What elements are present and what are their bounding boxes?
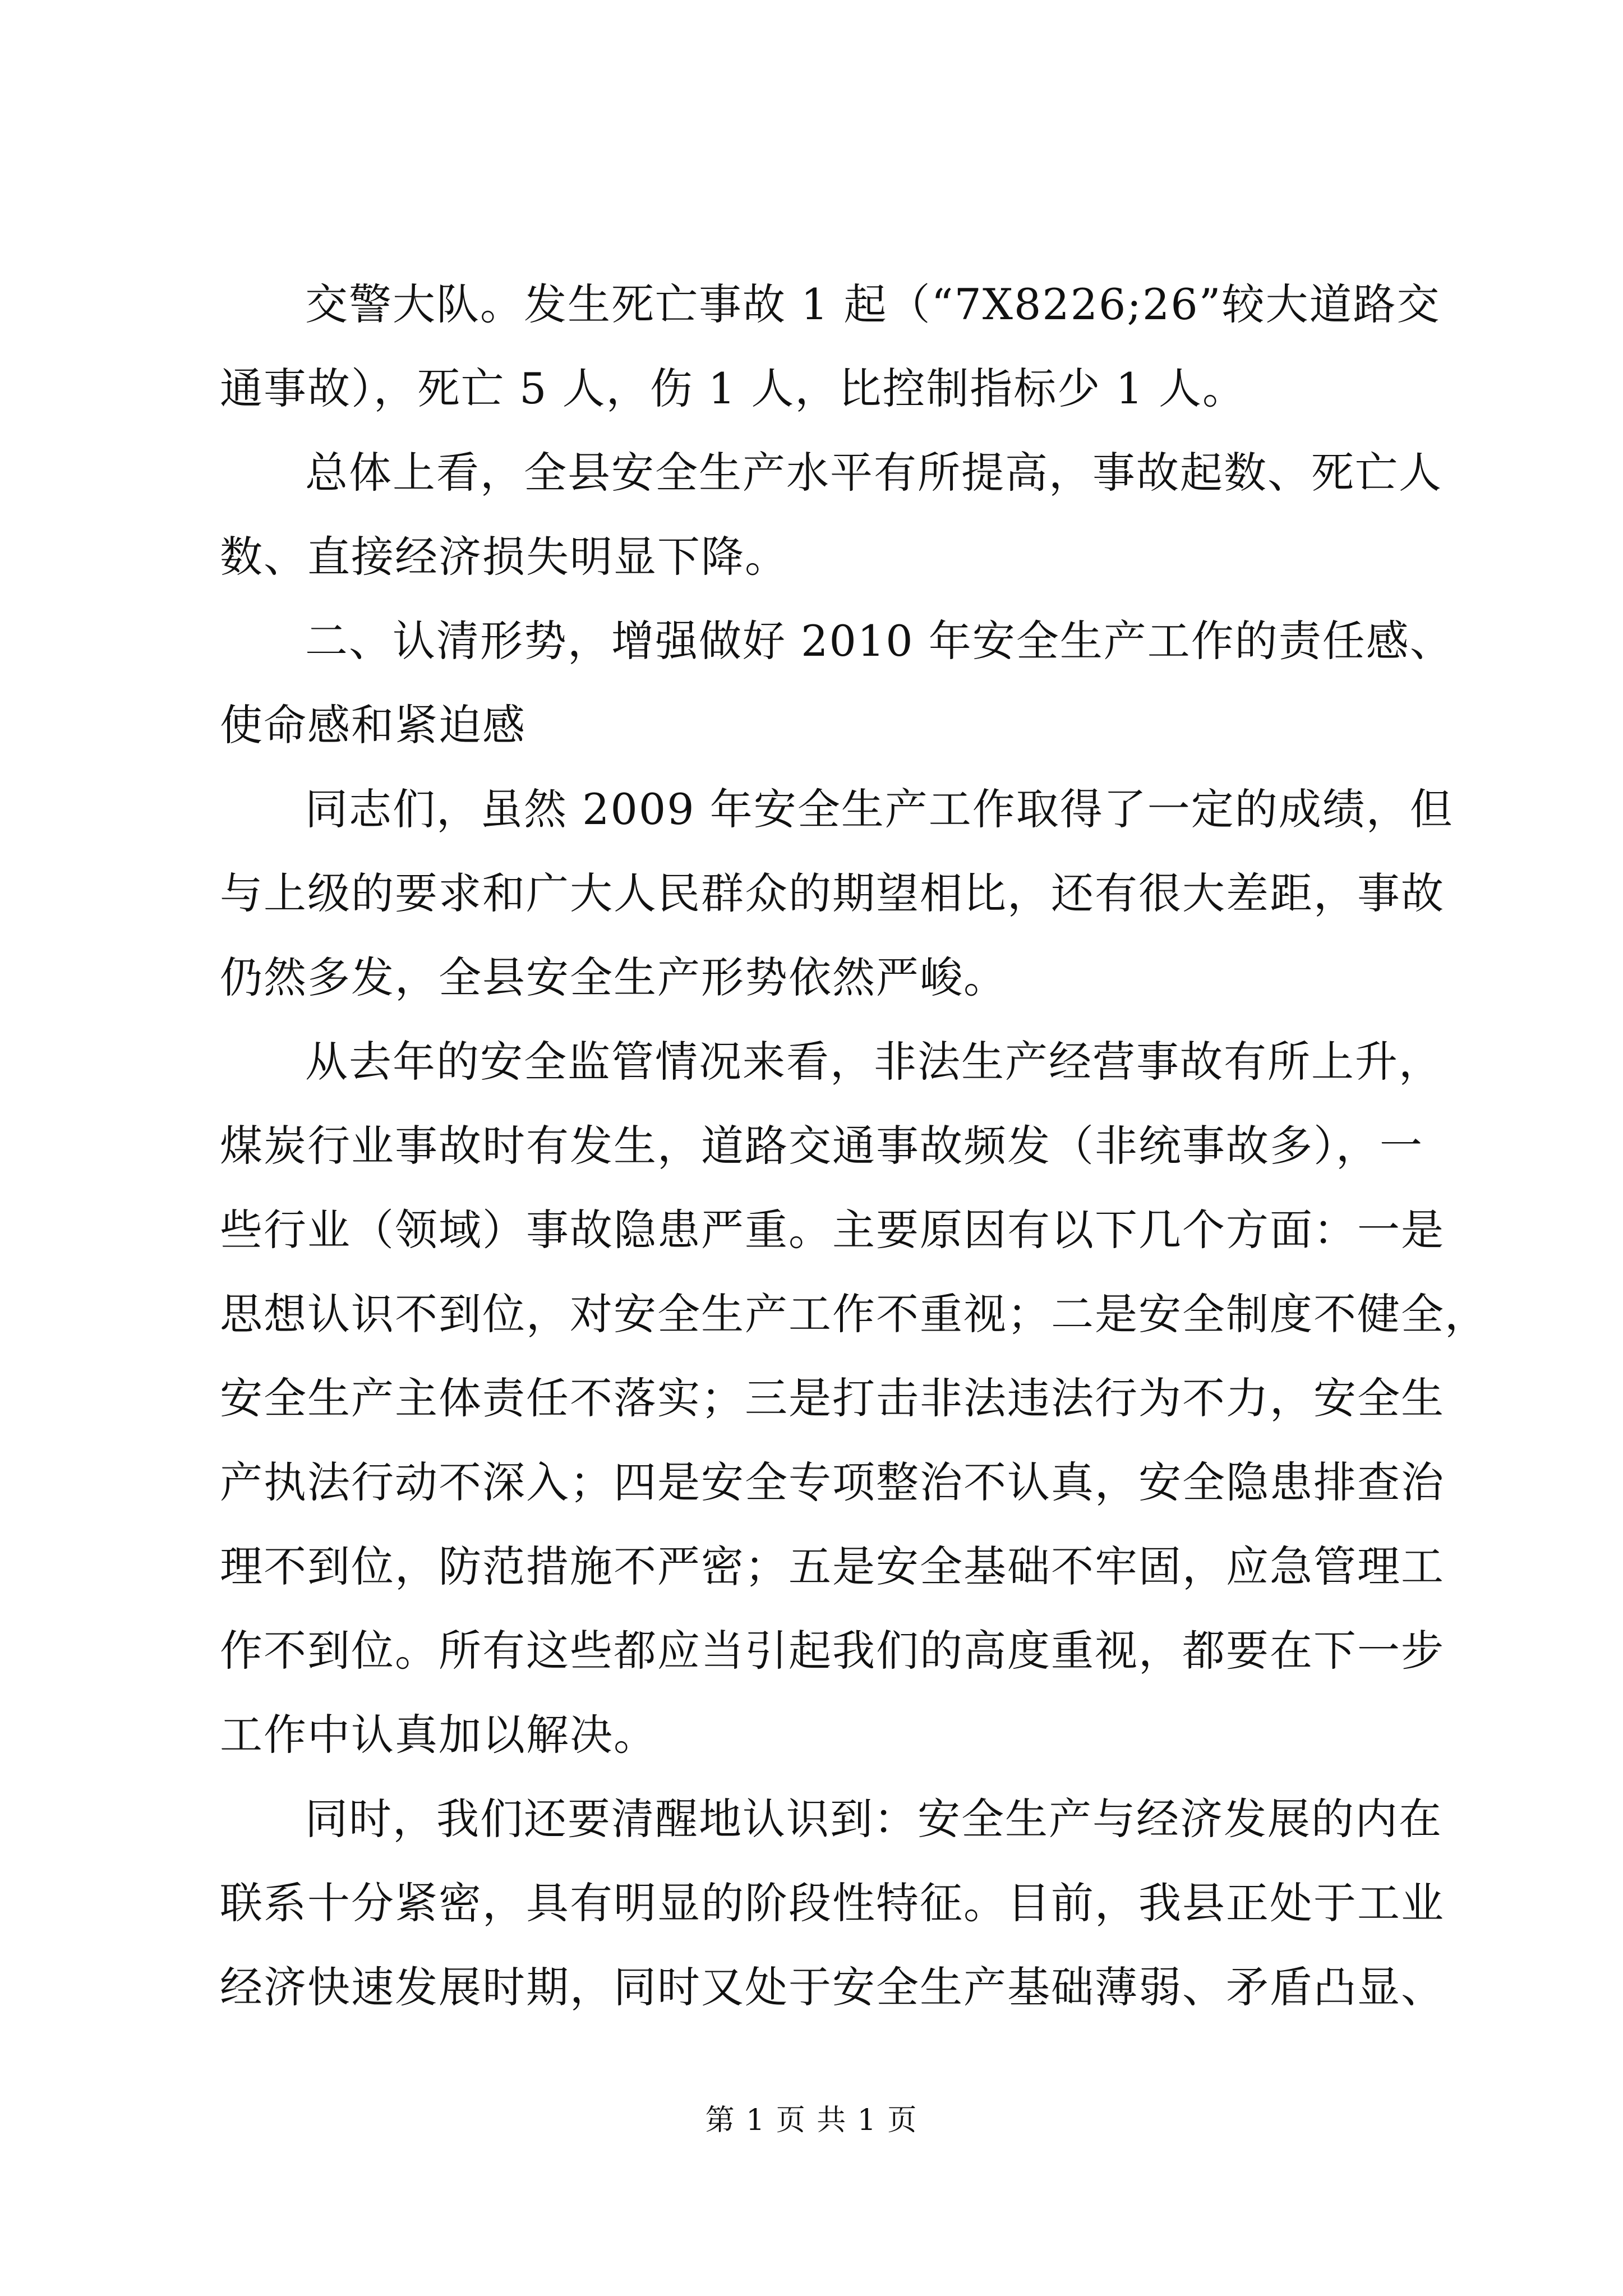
text-line: 从去年的安全监管情况来看，非法生产经营事故有所上升，: [305, 1037, 1442, 1087]
text-line: 交警大队。发生死亡事故 1 起（“7X8226;26”较大道路交: [305, 279, 1441, 329]
text-line: 与上级的要求和广大人民群众的期望相比，还有很大差距，事故: [220, 868, 1445, 918]
page-number-footer: 第 1 页 共 1 页: [705, 2104, 918, 2137]
text-line: 煤炭行业事故时有发生，道路交通事故频发（非统事故多），一: [220, 1121, 1423, 1171]
text-line: 作不到位。所有这些都应当引起我们的高度重视，都要在下一步: [220, 1626, 1445, 1676]
text-line: 联系十分紧密，具有明显的阶段性特征。目前，我县正处于工业: [220, 1878, 1445, 1928]
text-line: 些行业（领域）事故隐患严重。主要原因有以下几个方面：一是: [220, 1205, 1445, 1255]
text-line: 安全生产主体责任不落实；三是打击非法违法行为不力，安全生: [220, 1373, 1445, 1423]
section-heading-line: 二、认清形势，增强做好 2010 年安全生产工作的责任感、: [305, 616, 1454, 666]
text-line: 通事故），死亡 5 人，伤 1 人，比控制指标少 1 人。: [220, 364, 1247, 413]
text-line: 理不到位，防范措施不严密；五是安全基础不牢固，应急管理工: [220, 1542, 1445, 1591]
text-line: 经济快速发展时期，同时又处于安全生产基础薄弱、矛盾凸显、: [220, 1962, 1445, 2012]
text-line: 同时，我们还要清醒地认识到：安全生产与经济发展的内在: [305, 1794, 1442, 1844]
text-line: 仍然多发，全县安全生产形势依然严峻。: [220, 953, 1007, 1002]
text-line: 思想认识不到位，对安全生产工作不重视；二是安全制度不健全，: [220, 1289, 1488, 1339]
section-heading-line: 使命感和紧迫感: [220, 700, 526, 750]
text-line: 产执法行动不深入；四是安全专项整治不认真，安全隐患排查治: [220, 1457, 1445, 1507]
text-line: 数、直接经济损失明显下降。: [220, 532, 789, 582]
text-line: 同志们，虽然 2009 年安全生产工作取得了一定的成绩，但: [305, 784, 1454, 834]
document-body: [220, 263, 1488, 2030]
text-line: 工作中认真加以解决。: [220, 1710, 657, 1760]
text-line: 总体上看，全县安全生产水平有所提高，事故起数、死亡人: [305, 448, 1442, 498]
